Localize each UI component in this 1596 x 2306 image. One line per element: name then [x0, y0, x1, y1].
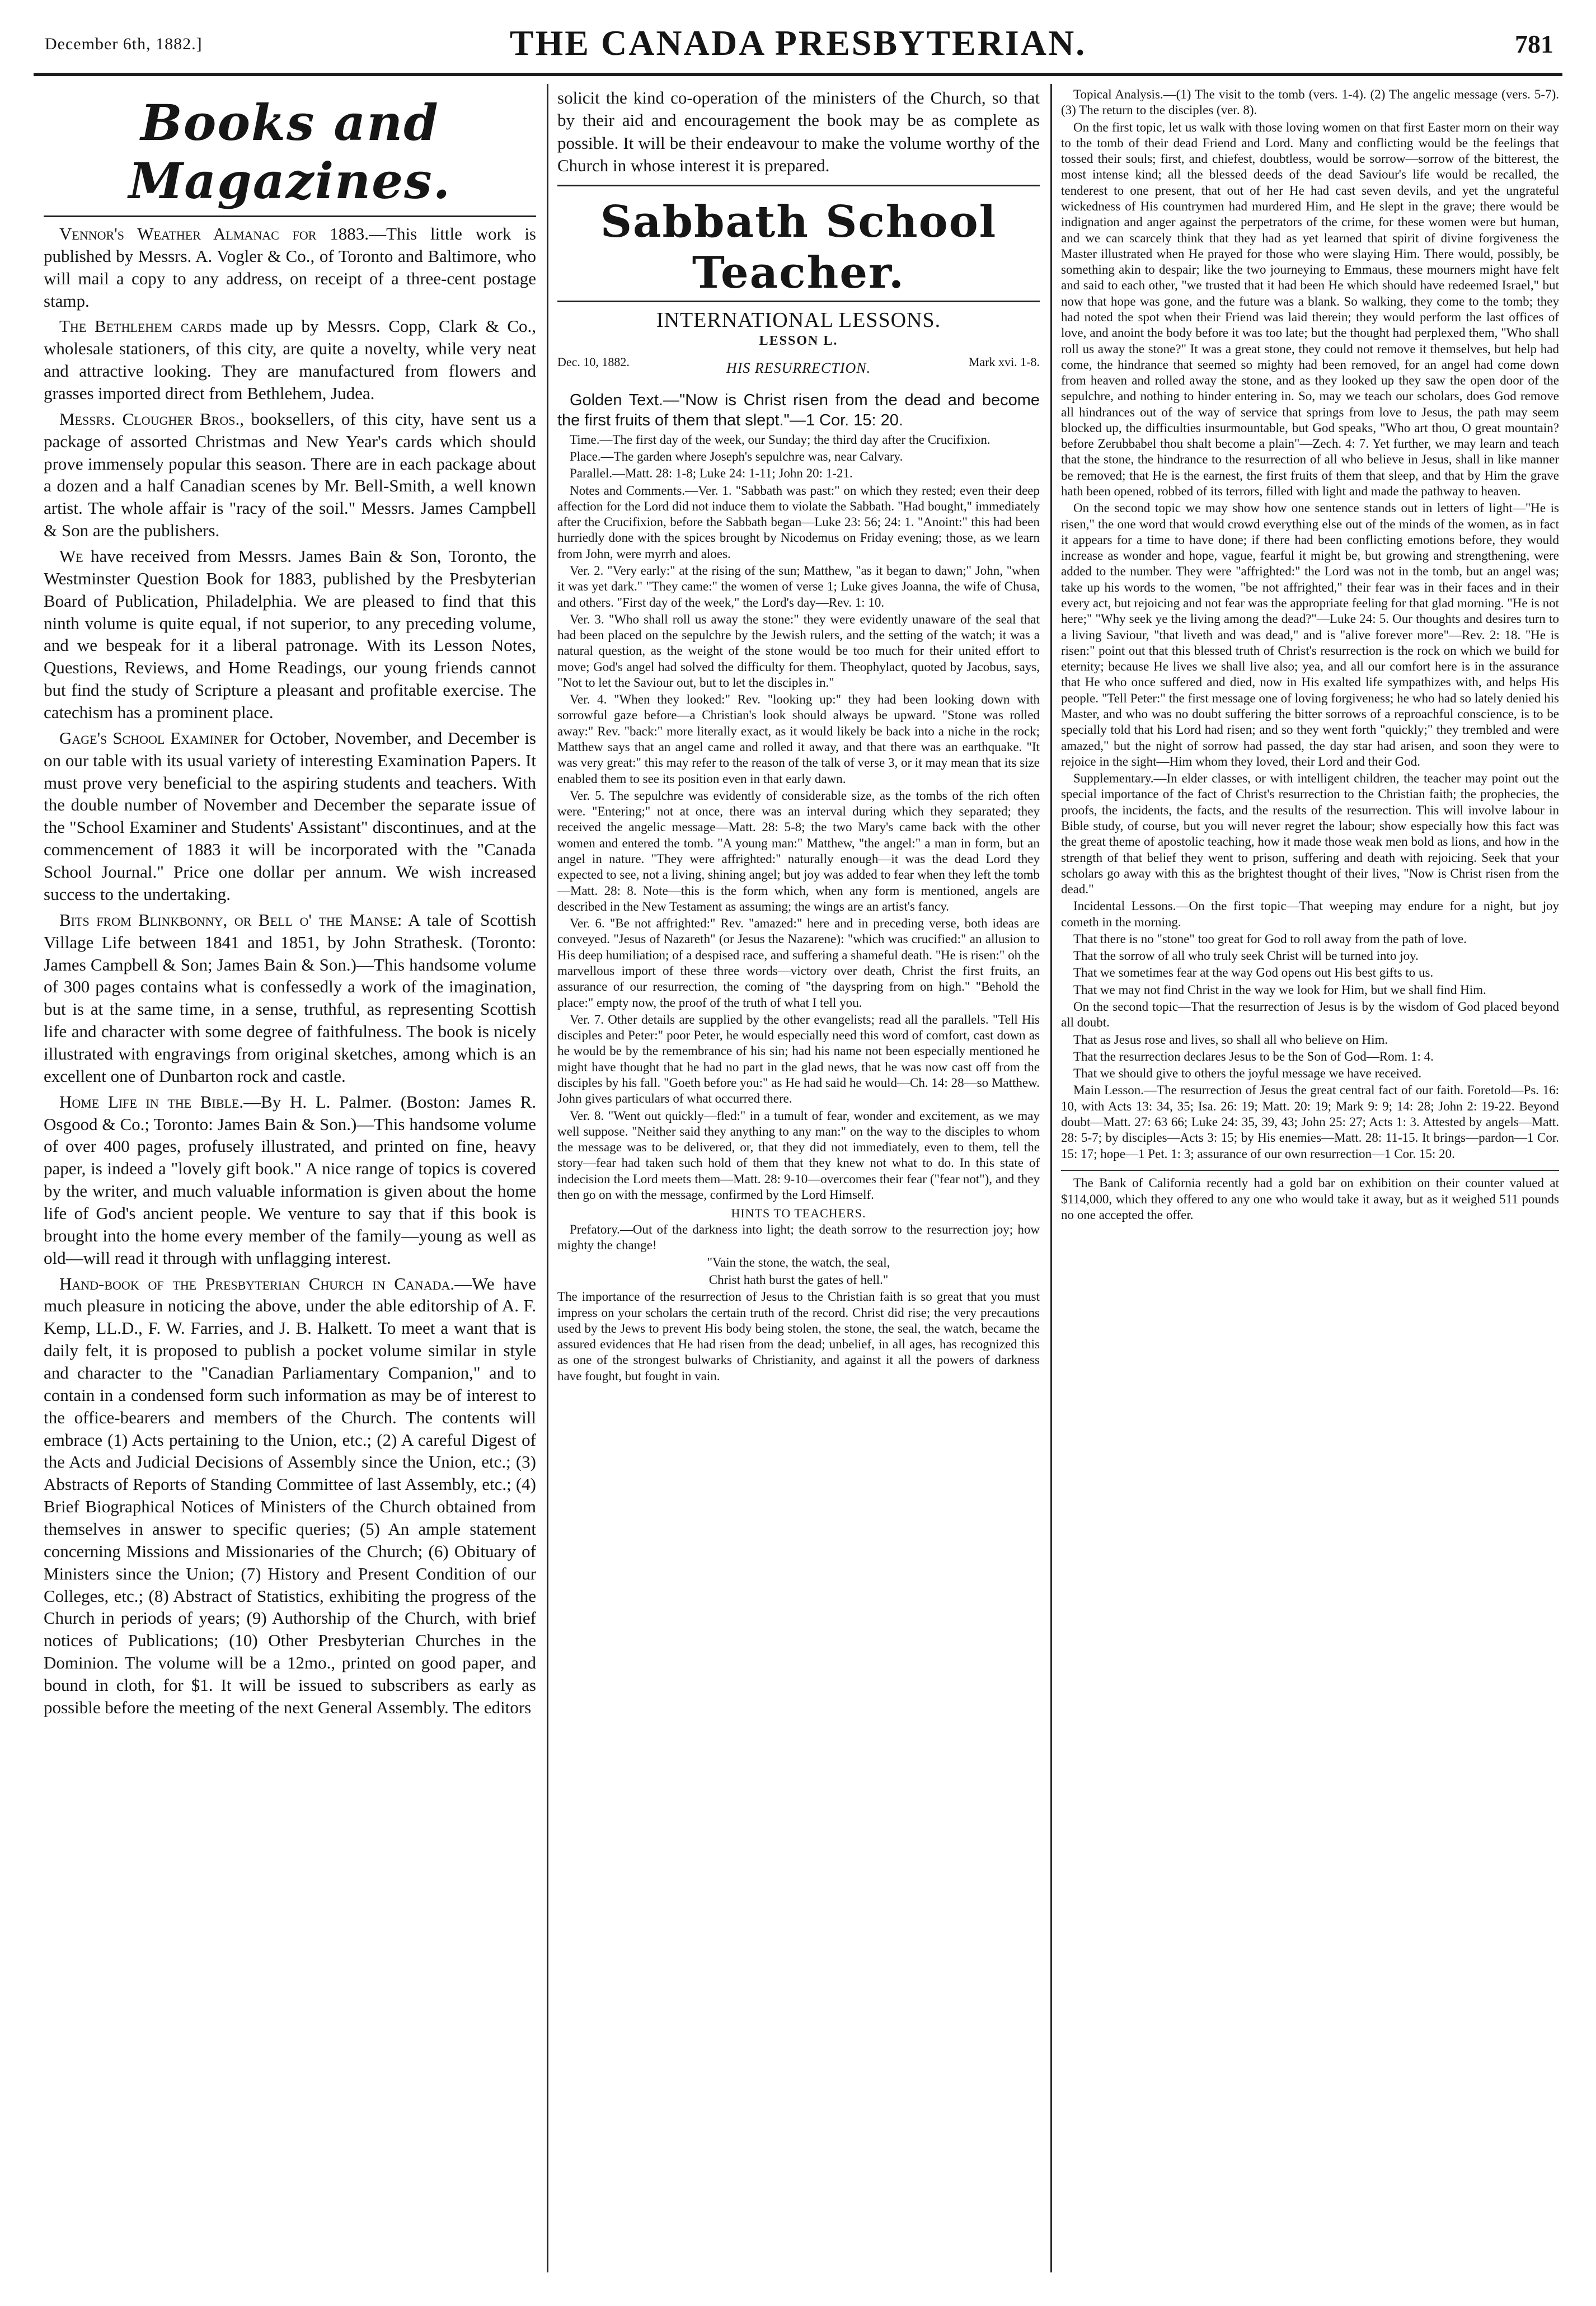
hints-heading: HINTS TO TEACHERS. [731, 1206, 866, 1221]
notice [44, 545, 536, 724]
lesson-number: LESSON L. [759, 334, 838, 349]
lesson-point: That the sorrow of all who truly seek Christ will be turned into joy. [1073, 949, 1419, 963]
notice [44, 1273, 536, 1719]
lesson-point: That the resurrection declares Jesus to be the Son of God—Rom. 1: 4. [1073, 1049, 1434, 1063]
issue-date: December 6th, 1882.] [45, 35, 203, 53]
lesson-paragraph: Parallel.—Matt. 28: 1-8; Luke 24: 1-11; John 20: 1-21. [570, 466, 853, 481]
lesson-paragraph: Ver. 4. "When they looked:" Rev. "looking up:" they had been looking down with sorrowful gaze before—a Christian's look should always be upward. "Stone was rolled away:" Rev. "back:" more literally exact, as it would likely be back into a niche in the rock; Matthew says that an angel came and rolled it away, and that there was an earthquake. "It was very great:" this may refer to the reason of the talk of verse 3, or it may mean that its size enabled them to see its position even in that early dawn. [557, 692, 1040, 786]
sabbath-school-column [557, 87, 1040, 2272]
books-heading: Books and Magazines. [128, 93, 452, 210]
heading-rule [44, 215, 536, 217]
notice-text: have received from Messrs. James Bain & Son, Toronto, the Westminster Question Book for 1883, published by the Presbyterian Board of Publication, Philadelphia. We are pleased to find that this ninth volume is quite equal, if not superior, to any preceding volume, and we bespeak for it a liberal patronage. With its Lesson Notes, Questions, Reviews, and Home Readings, our young friends cannot but find the study of Scripture a pleasant and profitable exercise. The catechism has a prominent place. [44, 546, 536, 723]
lesson-reference: Mark xvi. 1-8. [968, 355, 1040, 369]
first-topic: On the first topic, let us walk with those loving women on that first Easter morn on their way to the tomb of their dead Friend and Lord. Many and conflicting would be the feelings that tossed their souls; first, and chiefest, doubtless, would be sorrow—sorrow of the bitterest, the most intense kind; all the blessed deeds of the dead Saviour's life would be recalled, the tenderest to one present, that out of her He had cast seven devils, and yet the ungrateful wickedness of His countrymen had murdered Him, and He slept in the grave; there would be indignation and anger against the perpetrators of the crime, for these women were but human, and we can scarcely think that they had as yet learned that spirit of divine forgiveness the Master illustrated when He prayed for those who were slaying Him. There would, possibly, be something akin to despair; like the two journeying to Emmaus, these mourners might have felt and said to each other, "we trusted that it had been He which should have redeemed Israel," but now that hope was gone, and the future was a blank. So walking, they come to the tomb; they had noted the spot when their Friend was laid therein; they would perform the last offices of love, and anoint the body before it was too late; but the thought had perplexed them, "Who shall roll us away the stone?" It was a great stone, they could not remove it themselves, but help had come, the hindrance that seemed so mighty had been removed, for an angel had come down from heaven and rolled away the stone, and as they looked up they saw the open door of the sepulchre, and nothing to hinder entering in. So, may we teach our scholars, does God remove all hindrances out of the way of service that springs from love to Jesus, the path may seem blocked up, the difficulties insurmountable, but God speaks, "Who art thou, O great mountain? before Zerubbabel thou shalt become a plain"—Zech. 4: 7. Yet further, we may learn and teach that the stone, the hindrance to the resurrection of all who believe in Jesus, shall in like manner be removed; that He is the earnest, the first fruits of them that sleep, and that by Him the grave hath been opened, robbed of its terrors, filled with light and made the pathway to heaven. [1061, 120, 1559, 499]
lesson-point: That there is no "stone" too great for God to roll away from the path of love. [1073, 931, 1467, 946]
masthead-rule [34, 73, 1562, 76]
lesson-title-row [557, 354, 1040, 386]
notice-lead: Vennor's Weather Almanac for 1883. [59, 224, 369, 243]
notice [44, 909, 536, 1088]
closing-paragraph: The importance of the resurrection of Jesus to the Christian faith is so great that you must impress on your scholars the certain truth of the record. Christ did rise; the very precautions used by the Jews to prevent His body being stolen, the stone, the seal, the watch, became the assured evidences that He had risen from the dead; unbelief, in all ages, has recognized this as one of the strongest bulwarks of Christianity, and against it all the powers of darkness have fought, but fought in vain. [557, 1290, 1040, 1383]
books-column [44, 87, 536, 2272]
international-lessons-heading: INTERNATIONAL LESSONS. [656, 308, 941, 332]
notice-lead: Hand-book of the Presbyterian Church in Canada. [59, 1273, 455, 1293]
lesson-paragraph: Time.—The first day of the week, our Sunday; the third day after the Crucifixion. [570, 432, 991, 447]
notice-lead: Gage's School Examiner [59, 728, 238, 748]
masthead-title: THE CANADA PRESBYTERIAN. [509, 23, 1087, 63]
lesson-point: That as Jesus rose and lives, so shall all who believe on Him. [1073, 1032, 1388, 1047]
bank-of-california-note [1061, 1170, 1559, 1224]
books-notices [44, 223, 536, 1719]
section-rule [557, 185, 1040, 186]
notice [44, 727, 536, 906]
prefatory-paragraph: Prefatory.—Out of the darkness into light; the death sorrow to the resurrection joy; how mighty the change! [557, 1222, 1040, 1253]
lesson-paragraph: Notes and Comments.—Ver. 1. "Sabbath was past:" on which they rested; even their deep affection for the Lord did not induce them to violate the Sabbath. "Had bought," immediately after the Crucifixion, before the Sabbath began—Luke 23: 56; 24: 1. "Anoint:" this had been hurriedly done with the spices brought by Nicodemus on Friday evening; those, as we learn from John, were myrrh and aloes. [557, 483, 1040, 561]
notice [44, 315, 536, 404]
lesson-paragraph: Ver. 8. "Went out quickly—fled:" in a tumult of fear, wonder and excitement, as we may well suppose. "Neither said they anything to any man:" on the way to the disciples to whom the message was to be delivered, or, that they did not immediately, even to them, tell the story—fear had taken such hold of them that they knew not what to do. In this state of indecision the Lord meets them—Matt. 28: 9-10—overcomes their fear ("fear not"), and they then go on with the message, confirmed by the Lord Himself. [557, 1108, 1040, 1202]
notice-text: for October, November, and December is on our table with its usual variety of interesting Examination Papers. It must prove very beneficial to the aspiring students and teachers. With the double number of November and December the separate issue of the "School Examiner and Students' Assistant" discontinues, and at the commencement of 1883 it will be incorporated with the "Canada School Journal." Price one dollar per annum. We wish increased success to the undertaking. [44, 728, 536, 904]
notice-text: made up by Messrs. Copp, Clark & Co., wholesale stationers, of this city, are quite a novelty, while very neat and attractive looking. They are manufactured from flowers and grasses imported direct from Bethlehem, Judea. [44, 316, 536, 404]
poem-line: Christ hath burst the gates of hell." [708, 1272, 889, 1287]
second-topic: On the second topic we may show how one sentence stands out in letters of light—"He is risen," the one word that would crowd everything else out of the minds of the women, as in fact it appears for a time to have done; if there had been conflicting emotions before, they would increase as wonder and hope, vague, fearful it might be, but growing and strengthening, were added to the number. They were "affrighted:" the Lord was not in the tomb, but an angel was; take up his words to the women, "be not affrighted," their fear was in their faces and in their every act, but rejoicing and not fear was the appropriate feeling for that glad morning. "He is not here;" "Why seek ye the living among the dead?"—Luke 24: 5. Our thoughts and desires turn to a living Saviour, "that liveth and was dead," and is "alive forever more"—Rev. 2: 18. "He is risen:" point out that this blessed truth of Christ's resurrection is the rock on which we build for eternity; because He lives we shall live also; yea, and all our comfort here is in the assurance that He who once suffered and died, now in His exalted life sympathizes with, and helps His people. "Tell Peter:" the first message one of loving forgiveness; he who had so lately denied his Master, and who was no doubt suffering the bitter sorrows of a reproachful conscience, is to be specially told that his Lord had risen; and so they went forth "quickly;" they trembled and were amazed," but the night of sorrow had passed, the day star had arisen, and soon they were to rejoice in the sight—Him whom they loved, their Lord and their God. [1061, 501, 1559, 768]
notice-text: —By H. L. Palmer. (Boston: James R. Osgood & Co.; Toronto: James Bain & Son.)—This handsome volume of over 400 pages, profusely illustrated, and printed on fine, heavy paper, is indeed a "lovely gift book." A nice range of topics is covered by the writer, and much valuable information is given about the home life of God's ancient people. We venture to say that if this book is brought into the home every member of the family—young as well as old—will read it through with unflagging interest. [44, 1091, 536, 1268]
notice [44, 408, 536, 542]
lesson-date: Dec. 10, 1882. [557, 355, 630, 369]
notice [44, 1091, 536, 1269]
lesson-title: HIS RESURRECTION. [726, 360, 871, 377]
lesson-point: That we should give to others the joyful message we have received. [1073, 1066, 1422, 1081]
notice-continuation: solicit the kind co-operation of the ministers of the Church, so that by their aid and encouragement the book may be as complete as possible. It will be their endeavour to make the volume worthy of the Church in whose interest it is prepared. [557, 88, 1040, 175]
bank-note-text: The Bank of California recently had a gold bar on exhibition on their counter valued at $114,000, which they offered to any one who would take it away, but as it weighed 511 pounds no one accepted the offer. [1061, 1175, 1559, 1222]
topical-analysis: Topical Analysis.—(1) The visit to the tomb (vers. 1-4). (2) The angelic message (vers. 5-7). (3) The return to the disciples (ver. 8). [1061, 87, 1559, 118]
notice-lead: We [59, 546, 83, 566]
lesson-paragraph: Ver. 5. The sepulchre was evidently of considerable size, as the tombs of the rich often were. "Entering;" not at once, there was an interval during which they separated; they received the angelic message—Matt. 28: 5-8; the two Mary's came back with the other women and entered the tomb. "A young man:" Matthew, "the angel:" a man in form, but an angel in nature. "They were affrighted:" naturally enough—it was the dead Lord they expected to see, not a living, shining angel; but joy was added to fear when they left the tomb—Matt. 28: 8. Note—this is the form which, when any form is mentioned, angels are described in the New Testament as assuming; the wings are an artist's fancy. [557, 788, 1040, 913]
lesson-analysis [1061, 87, 1559, 1162]
notice [44, 223, 536, 312]
notice-text: A tale of Scottish Village Life between 1841 and 1851, by John Strathesk. (Toronto: James Campbell & Son; James Bain & Son.)—This handsome volume of 300 pages contains what is confessedly a work of the imagination, but is at the same time, in a sense, truthful, as representing Scottish life and character with some degree of faithfulness. The book is nicely illustrated with engravings from original sketches, among which is an excellent one of Dunbarton rock and castle. [44, 910, 536, 1086]
continued-notice [557, 87, 1040, 177]
lesson-paragraph: Ver. 7. Other details are supplied by the other evangelists; read all the parallels. "Tell His disciples and Peter:" poor Peter, he would especially need this word of comfort, cast down as he would be by the remembrance of his sin; had his name not been especially mentioned he might have thought that he had no part in the glad news, that he was now cast off from the disciples by his fall. "Goeth before you:" as He had said he would—Ch. 14: 28—so Matthew. John gives particulars of what occurred there. [557, 1012, 1040, 1106]
poem-line: "Vain the stone, the watch, the seal, [707, 1255, 890, 1269]
lesson-point: On the second topic—That the resurrection of Jesus is by the wisdom of God placed beyond all doubt. [1061, 1000, 1559, 1030]
lesson-analysis-column [1061, 87, 1559, 2272]
main-lesson: Main Lesson.—The resurrection of Jesus the great central fact of our faith. Foretold—Ps. 16: 10, with Acts 13: 34, 35; Isa. 26: 19; Matt. 20: 19; Mark 9: 9; 14: 28; John 2: 19-22. Beyond doubt—Matt. 27: 63 66; Luke 24: 35, 39, 43; John 25: 27; Acts 1: 3. Attested by angels—Matt. 28: 5-7; by disciples—Acts 3: 15; by His enemies—Matt. 28: 11-15. It brings—pardon—1 Cor. 15: 17; hope—1 Pet. 1: 3; assurance of our own resurrection—1 Cor. 15: 20. [1061, 1083, 1559, 1161]
notice-text: —We have much pleasure in noticing the above, under the able editorship of A. F. Kemp, LL.D., F. W. Farries, and J. B. Halkett. To meet a want that is daily felt, it is proposed to publish a pocket volume similar in style and character to the "Canadian Parliamentary Companion," and to contain in a condensed form such information as may be of interest to the office-bearers and members of the Church. The contents will embrace (1) Acts pertaining to the Union, etc.; (2) A careful Digest of the Acts and Judicial Decisions of Assembly since the Union, etc.; (3) Abstracts of Reports of Standing Committee of last Assembly, etc.; (4) Brief Biographical Notices of Ministers of the Church obtained from themselves in answer to specific queries; (5) An ample statement concerning Missions and Missionaries of the Church; (6) Obituary of Ministers since the Union; (7) History and Present Condition of our Colleges, etc.; (8) Abstract of Statistics, exhibiting the progress of the Church in periods of years; (9) Authorship of the Church, with brief notices of Publications; (10) Other Presbyterian Churches in the Dominion. The volume will be a 12mo., printed on good paper, and bound in cloth, for $1. It will be issued to subscribers as early as possible before the meeting of the next General Assembly. The editors [44, 1273, 536, 1717]
notice-lead: Home Life in the Bible. [59, 1091, 244, 1112]
lesson-notes [557, 390, 1040, 1384]
lesson-paragraph: Place.—The garden where Joseph's sepulchre was, near Calvary. [570, 449, 903, 463]
column-divider [1050, 84, 1052, 2272]
lesson-point: That we sometimes fear at the way God opens out His best gifts to us. [1073, 965, 1434, 980]
notice-text: booksellers, of this city, have sent us a package of assorted Christmas and New Year's cards which should prove immensely popular this season. There are in each package about a dozen and a half Canadian scenes by Mr. Bell-Smith, a well known artist. The whole affair is "racy of the soil." Messrs. James Campbell & Son are the publishers. [44, 409, 536, 541]
golden-text: Golden Text.—"Now is Christ risen from the dead and become the first fruits of them that slept."—1 Cor. 15: 20. [557, 391, 1040, 430]
page-number: 781 [1515, 30, 1553, 58]
heading-rule [557, 301, 1040, 302]
notice-lead: The Bethlehem cards [59, 316, 222, 336]
notice-text: —This little work is published by Messrs. A. Vogler & Co., of Toronto and Baltimore, who will mail a copy to any address, on receipt of a three-cent postage stamp. [44, 224, 536, 311]
incidental-lessons: Incidental Lessons.—On the first topic—That weeping may endure for a night, but joy cometh in the morning. [1061, 899, 1559, 929]
lesson-paragraph: Ver. 6. "Be not affrighted:" Rev. "amazed:" here and in preceding verse, both ideas are conveyed. "Jesus of Nazareth" (or Jesus the Nazarene): "which was crucified:" an allusion to His deep humiliation; of a despised race, and suffering a shameful death. "He is risen:" oh the marvellous import of these three words—victory over death, Christ the first fruits, an assurance of our resurrection, the coming of "the dayspring from on high." "Behold the place:" empty now, the proof of the truth of what I tell you. [557, 916, 1040, 1010]
lesson-paragraph: Ver. 2. "Very early:" at the rising of the sun; Matthew, "as it began to dawn;" John, "when it was yet dark." "They came:" the women of verse 1; Luke gives Joanna, the wife of Chusa, and others. "First day of the week," the Lord's day—Rev. 1: 10. [557, 563, 1040, 610]
lesson-point: That we may not find Christ in the way we look for Him, but we shall find Him. [1073, 982, 1486, 997]
supplementary: Supplementary.—In elder classes, or with intelligent children, the teacher may point out the special importance of the fact of Christ's resurrection to the Christian faith; the prophecies, the proofs, the incidents, the facts, and the results of the resurrection. This will involve labour in Bible study, of course, but you will never regret the labour; show especially how this fact was the great theme of apostolic teaching, how it made those weak men bold as lions, and how in the strength of that belief they went to prison, suffering and death with rejoicing. Seek that your scholars go away with this as the brightest thought of their lives, "Now is Christ risen from the dead." [1061, 771, 1559, 897]
notice-lead: Messrs. Clougher Bros., [59, 409, 244, 429]
notice-lead: Bits from Blinkbonny, or Bell o' the Manse: [59, 910, 402, 930]
sabbath-school-heading: Sabbath School Teacher. [600, 196, 997, 299]
lesson-paragraph: Ver. 3. "Who shall roll us away the stone:" they were evidently unaware of the seal that had been placed on the sepulchre by the Jewish rulers, and the setting of the watch; it was a natural question, as the weight of the stone would be too much for their united effort to move; God's angel had solved the difficulty for them. Theophylact, quoted by Jacobus, says, "Not to let the Saviour out, but to let the disciples in." [557, 612, 1040, 690]
column-divider [547, 84, 548, 2272]
